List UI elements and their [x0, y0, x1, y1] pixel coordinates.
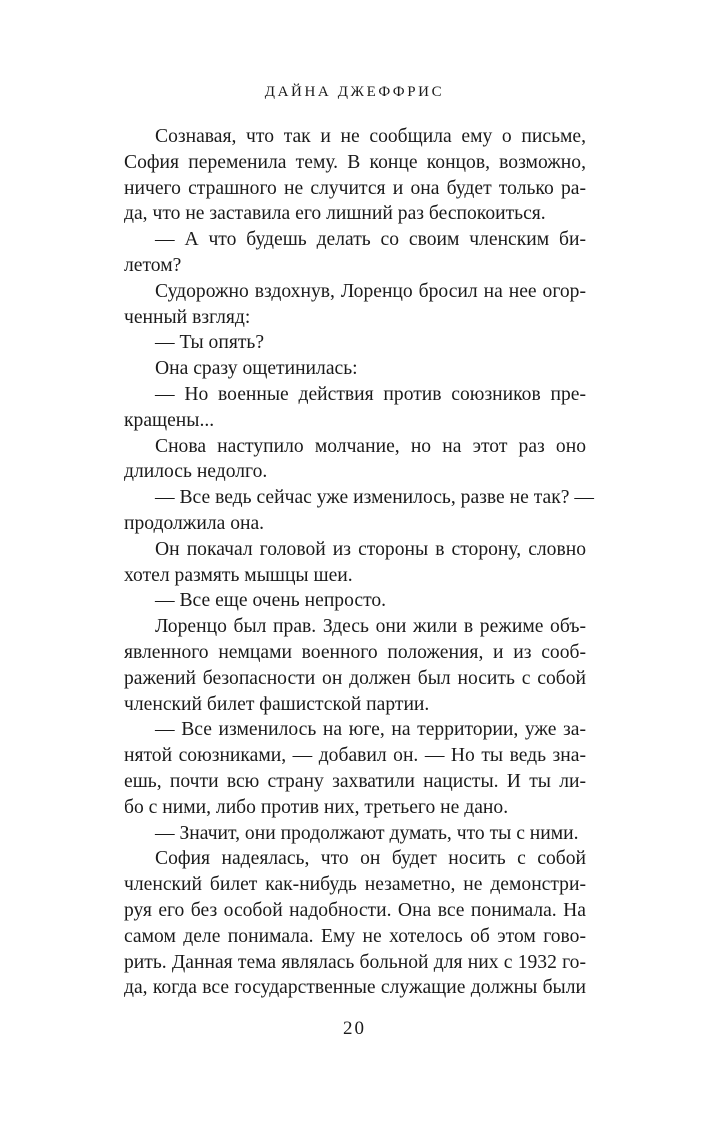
text-line: Лоренцо был прав. Здесь они жили в режиме объ- — [155, 616, 586, 638]
text-line: явленного немцами военного положения, и из сооб- — [124, 641, 586, 663]
text-line: рить. Данная тема являлась больной для них с 1932 го- — [124, 951, 586, 973]
text-line: кращены... — [124, 409, 215, 431]
text-line: самом деле понимала. Ему не хотелось об этом гово- — [124, 925, 586, 947]
text-line: Сознавая, что так и не сообщила ему о письме, — [155, 126, 586, 147]
text-line: София переменила тему. В конце концов, возможно, — [124, 151, 586, 173]
text-line: София надеялась, что он будет носить с собой — [155, 848, 586, 870]
text-line: ченный взгляд: — [124, 306, 251, 328]
text-line: руя его без особой надобности. Она все понимала. На — [124, 899, 586, 921]
text-line: ничего страшного не случится и она будет только ра- — [124, 177, 586, 199]
running-header: ДАЙНА ДЖЕФФРИС — [264, 84, 445, 100]
text-line: ешь, почти всю страну захватили нацисты. И ты ли- — [124, 770, 586, 792]
text-line: — Все изменилось на юге, на территории, уже за- — [155, 719, 586, 741]
text-line: членский билет фашистской партии. — [124, 693, 430, 715]
text-line: продолжила она. — [124, 512, 265, 534]
text-line: Она сразу ощетинилась: — [155, 358, 358, 380]
text-line: членский билет как-нибудь незаметно, не демонстри- — [124, 874, 586, 896]
text-line: да, когда все государственные служащие должны были — [124, 977, 586, 999]
text-line: да, что не заставила его лишний раз беспокоиться. — [124, 203, 546, 225]
text-line: ражений безопасности он должен был носить с собой — [124, 667, 586, 689]
text-line: бо с ними, либо против них, третьего не дано. — [124, 796, 509, 818]
text-line: — Все ведь сейчас уже изменилось, разве не так? — — [155, 487, 594, 509]
body-text — [124, 124, 594, 1001]
text-line: — Все еще очень непросто. — [155, 590, 387, 612]
text-line: Снова наступило молчание, но на этот раз оно — [155, 435, 586, 457]
text-line: Он покачал головой из стороны в сторону, словно — [155, 538, 586, 560]
page-number: 20 — [343, 1018, 366, 1039]
text-line: хотел размять мышцы шеи. — [124, 564, 353, 586]
text-line: длилось недолго. — [124, 461, 268, 483]
text-line: — Значит, они продолжают думать, что ты с ними. — [155, 822, 579, 844]
text-line: Судорожно вздохнув, Лоренцо бросил на нее огор- — [155, 280, 586, 302]
text-line: — А что будешь делать со своим членским би- — [155, 229, 586, 251]
text-line: летом? — [124, 254, 182, 276]
text-line: — Ты опять? — [155, 332, 265, 354]
text-line: нятой союзниками, — добавил он. — Но ты ведь зна- — [124, 745, 586, 767]
text-line: — Но военные действия против союзников пре- — [155, 383, 586, 405]
